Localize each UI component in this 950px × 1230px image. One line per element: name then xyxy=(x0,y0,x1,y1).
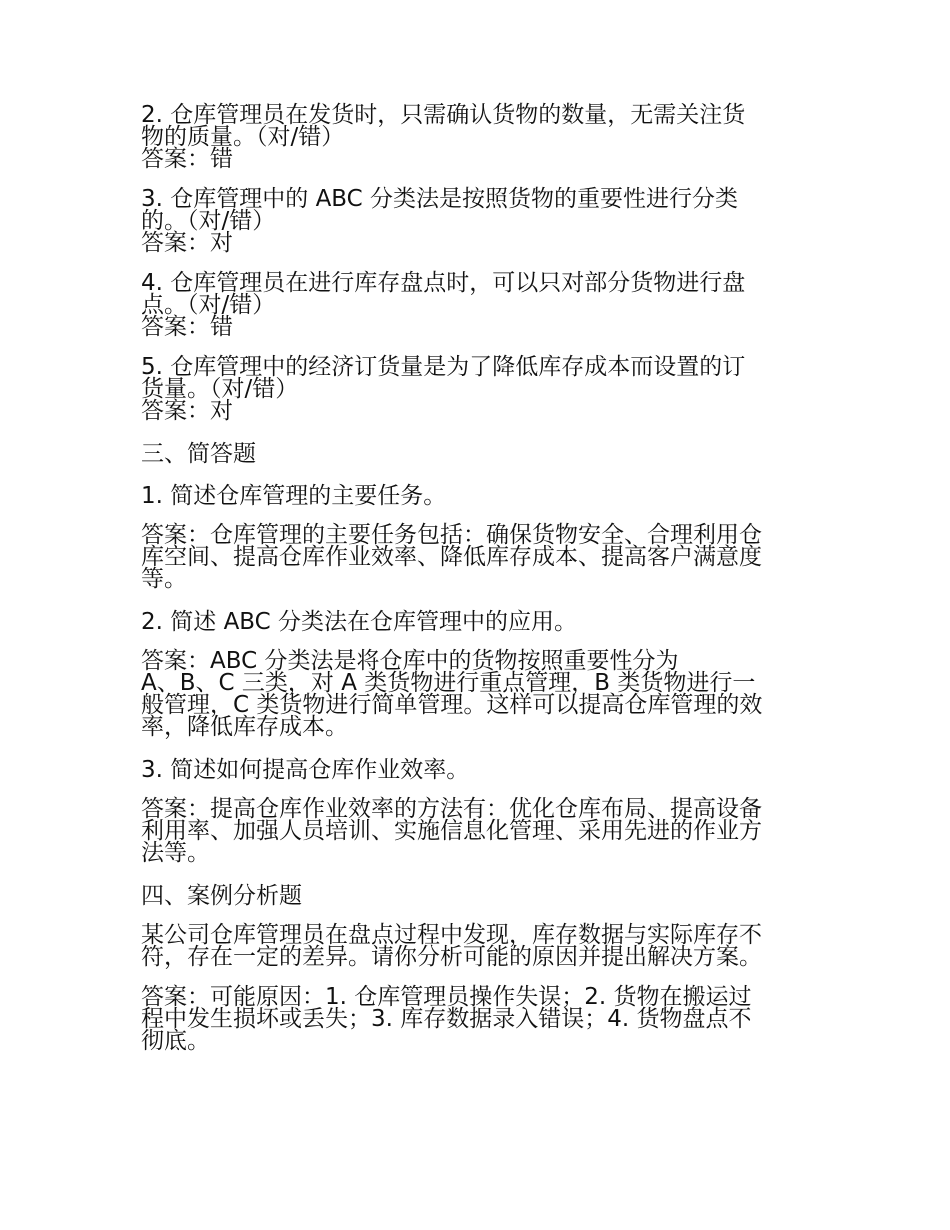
short-answer-question-3: 3. 简述如何提高仓库作业效率。 xyxy=(141,757,470,783)
case-description xyxy=(141,924,816,968)
question-line: 5. 仓库管理中的经济订货量是为了降低库存成本而设置的订 xyxy=(141,354,746,380)
answer-line: 答案：可能原因：1. 仓库管理员操作失误；2. 货物在搬运过 xyxy=(141,984,752,1010)
question-line: 物的质量。（对/错） xyxy=(141,124,345,150)
question-line: 4. 仓库管理员在进行库存盘点时，可以只对部分货物进行盘 xyxy=(141,270,746,296)
answer-line: 般管理，C 类货物进行简单管理。这样可以提高仓库管理的效 xyxy=(141,692,763,718)
answer-line: 利用率、加强人员培训、实施信息化管理、采用先进的作业方 xyxy=(141,818,762,844)
answer-line: 等。 xyxy=(141,566,187,592)
question-line: 货量。（对/错） xyxy=(141,376,299,402)
question-line: 的。（对/错） xyxy=(141,208,276,234)
true-false-question-5 xyxy=(141,356,816,422)
case-answer xyxy=(141,986,816,1052)
answer-line: 率，降低库存成本。 xyxy=(141,714,348,740)
answer-line: 答案：错 xyxy=(141,146,233,172)
answer-line: 法等。 xyxy=(141,840,210,866)
true-false-question-4 xyxy=(141,272,816,338)
short-answer-question-1: 1. 简述仓库管理的主要任务。 xyxy=(141,483,447,509)
answer-line: 答案：提高仓库作业效率的方法有：优化仓库布局、提高设备 xyxy=(141,796,762,822)
answer-line: 答案：仓库管理的主要任务包括：确保货物安全、合理利用仓 xyxy=(141,522,762,548)
short-answer-answer-1 xyxy=(141,524,816,590)
true-false-question-2 xyxy=(141,104,816,170)
section-heading-short-answer: 三、简答题 xyxy=(141,441,256,467)
short-answer-answer-3 xyxy=(141,798,816,864)
answer-line: 答案：对 xyxy=(141,230,233,256)
short-answer-answer-2 xyxy=(141,650,816,738)
answer-line: 答案：对 xyxy=(141,398,233,424)
document-body xyxy=(141,104,816,1070)
short-answer-question-2: 2. 简述 ABC 分类法在仓库管理中的应用。 xyxy=(141,609,578,635)
answer-line: A、B、C 三类，对 A 类货物进行重点管理，B 类货物进行一 xyxy=(141,670,756,696)
answer-line: 彻底。 xyxy=(141,1028,210,1054)
case-line: 某公司仓库管理员在盘点过程中发现，库存数据与实际库存不 xyxy=(141,922,762,948)
case-line: 符，存在一定的差异。请你分析可能的原因并提出解决方案。 xyxy=(141,944,762,970)
question-line: 3. 仓库管理中的 ABC 分类法是按照货物的重要性进行分类 xyxy=(141,186,739,212)
answer-line: 库空间、提高仓库作业效率、降低库存成本、提高客户满意度 xyxy=(141,544,762,570)
section-heading-case-analysis: 四、案例分析题 xyxy=(141,883,302,909)
question-line: 点。（对/错） xyxy=(141,292,276,318)
true-false-question-3 xyxy=(141,188,816,254)
answer-line: 程中发生损坏或丢失；3. 库存数据录入错误；4. 货物盘点不 xyxy=(141,1006,752,1032)
question-line: 2. 仓库管理员在发货时，只需确认货物的数量，无需关注货 xyxy=(141,102,746,128)
answer-line: 答案：错 xyxy=(141,314,233,340)
answer-line: 答案：ABC 分类法是将仓库中的货物按照重要性分为 xyxy=(141,648,679,674)
